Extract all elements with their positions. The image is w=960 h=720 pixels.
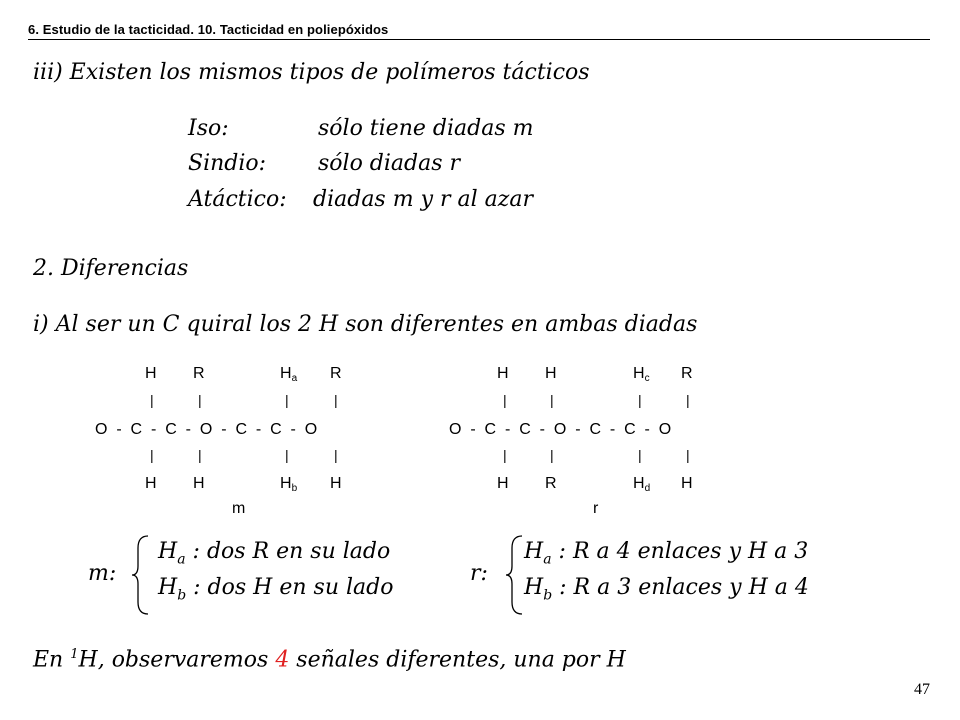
bond: | (150, 392, 154, 408)
bond: | (285, 392, 289, 408)
atom: R (681, 365, 693, 382)
line-text: : R a 3 enlaces y H a 4 (552, 575, 809, 600)
chain: O - C - C - O - C - C - O (449, 421, 672, 438)
h-symbol: H (524, 539, 544, 564)
highlight-number: 4 (275, 647, 290, 673)
bond: | (334, 447, 338, 463)
h-symbol: H (158, 575, 178, 600)
type-desc: sólo tiene diadas m (318, 116, 534, 141)
bond: | (150, 447, 154, 463)
type-desc: diadas m y r al azar (313, 187, 533, 212)
atom: H (280, 475, 292, 492)
atom-with-subscript (633, 366, 650, 387)
subscript: b (291, 483, 298, 494)
bond: | (638, 447, 642, 463)
heading-iii: iii) Existen los mismos tipos de polímeros tácticos (33, 60, 590, 85)
diad-label: r (593, 500, 599, 517)
atom-with-subscript (633, 476, 650, 497)
conclusion-part: H, observaremos (78, 647, 276, 673)
subscript: b (177, 587, 187, 604)
atom: H (497, 475, 509, 492)
line-text: : R a 4 enlaces y H a 3 (551, 539, 809, 564)
chain: O - C - C - O - C - C - O (95, 421, 318, 438)
atom: H (545, 365, 557, 382)
bond: | (503, 447, 507, 463)
conclusion-part: señales diferentes, una por H (289, 647, 626, 673)
conclusion-part: En (33, 647, 71, 673)
type-label: Sindio: (188, 151, 267, 176)
diad-label: m (232, 500, 246, 517)
type-label: Atáctico: (188, 187, 287, 212)
bond: | (334, 392, 338, 408)
slide-header: 6. Estudio de la tacticidad. 10. Tacticidad en poliepóxidos (28, 22, 389, 37)
atom: H (330, 475, 342, 492)
heading-diferencias: 2. Diferencias (33, 256, 189, 281)
atom: R (545, 475, 557, 492)
subscript: d (644, 483, 651, 494)
type-desc: sólo diadas r (318, 151, 461, 176)
atom: H (633, 475, 645, 492)
subscript: c (644, 373, 650, 384)
m-block-line-a (158, 539, 390, 567)
subscript: b (543, 587, 553, 604)
subscript: a (177, 551, 186, 568)
left-brace-m (130, 534, 152, 616)
heading-i: i) Al ser un C quiral los 2 H son diferentes en ambas diadas (33, 312, 698, 337)
left-brace-r (504, 534, 526, 616)
m-block-line-b (158, 575, 393, 603)
r-block-line-b (524, 575, 809, 603)
atom: H (280, 365, 292, 382)
line-text: : dos H en su lado (186, 575, 394, 600)
atom-with-subscript (280, 366, 297, 387)
subscript: a (543, 551, 552, 568)
h-symbol: H (524, 575, 544, 600)
page-number: 47 (914, 681, 930, 698)
atom-with-subscript (280, 476, 297, 497)
bond: | (638, 392, 642, 408)
h-symbol: H (158, 539, 178, 564)
superscript: 1 (70, 647, 79, 662)
atom: H (145, 365, 157, 382)
bond: | (550, 392, 554, 408)
atom: H (193, 475, 205, 492)
bond: | (198, 447, 202, 463)
r-block-prefix: r: (470, 561, 488, 586)
atom: H (497, 365, 509, 382)
m-block-prefix: m: (88, 561, 117, 586)
type-label: Iso: (188, 116, 229, 141)
bond: | (686, 392, 690, 408)
atom: H (633, 365, 645, 382)
bond: | (686, 447, 690, 463)
subscript: a (291, 373, 298, 384)
atom: R (330, 365, 342, 382)
bond: | (285, 447, 289, 463)
bond: | (550, 447, 554, 463)
header-rule (28, 39, 930, 40)
atom: H (145, 475, 157, 492)
bond: | (503, 392, 507, 408)
atom: H (681, 475, 693, 492)
bond: | (198, 392, 202, 408)
r-block-line-a (524, 539, 808, 567)
conclusion (33, 647, 626, 672)
line-text: : dos R en su lado (185, 539, 391, 564)
atom: R (193, 365, 205, 382)
